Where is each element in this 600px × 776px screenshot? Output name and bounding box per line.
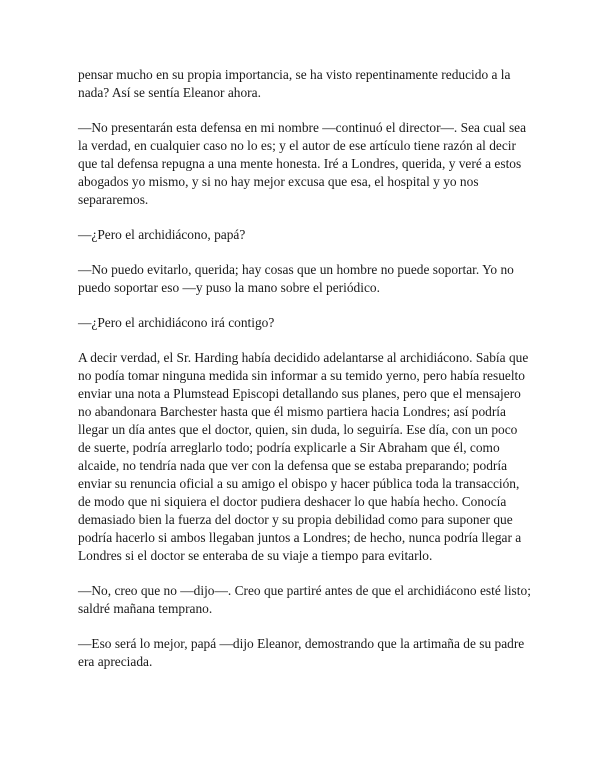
paragraph: —No, creo que no —dijo—. Creo que partiré antes de que el archidiácono esté listo; saldré mañana temprano.: [78, 583, 531, 616]
paragraph: —No presentarán esta defensa en mi nombre —continuó el director—. Sea cual sea la verdad, en cualquier caso no lo es; y el autor de ese artículo tiene razón al decir que tal defensa repugna a una mente honesta. Iré a Londres, querida, y veré a estos abogados yo mismo, y si no hay mejor excusa que esa, el hospital y yo nos separaremos.: [78, 120, 527, 207]
paragraph: —¿Pero el archidiácono, papá?: [78, 227, 246, 242]
body-text: [78, 66, 533, 688]
paragraph: —Eso será lo mejor, papá —dijo Eleanor, demostrando que la artimaña de su padre era apreciada.: [78, 636, 525, 669]
paragraph: pensar mucho en su propia importancia, se ha visto repentinamente reducido a la nada? Así se sentía Eleanor ahora.: [78, 67, 511, 100]
paragraph: —¿Pero el archidiácono irá contigo?: [78, 315, 275, 330]
paragraph: A decir verdad, el Sr. Harding había decidido adelantarse al archidiácono. Sabía que no podía tomar ninguna medida sin informar a su temido yerno, pero había resuelto enviar una nota a Plumstead Episcopi detallando sus planes, pero que el mensajero no abandonara Barchester hasta que él mismo partiera hacia Londres; así podría llegar un día antes que el doctor, quien, sin duda, lo seguiría. Ese día, con un poco de suerte, podría arreglarlo todo; podría explicarle a Sir Abraham que él, como alcaide, no tendría nada que ver con la defensa que se estaba preparando; podría enviar su renuncia oficial a su amigo el obispo y hacer pública toda la transacción, de modo que ni siquiera el doctor pudiera deshacer lo que había hecho. Conocía demasiado bien la fuerza del doctor y su propia debilidad como para suponer que podría hacerlo si ambos llegaban juntos a Londres; de hecho, nunca podría llegar a Londres si el doctor se enteraba de su viaje a tiempo para evitarlo.: [78, 350, 529, 563]
paragraph: —No puedo evitarlo, querida; hay cosas que un hombre no puede soportar. Yo no puedo soportar eso —y puso la mano sobre el periódico.: [78, 262, 514, 295]
